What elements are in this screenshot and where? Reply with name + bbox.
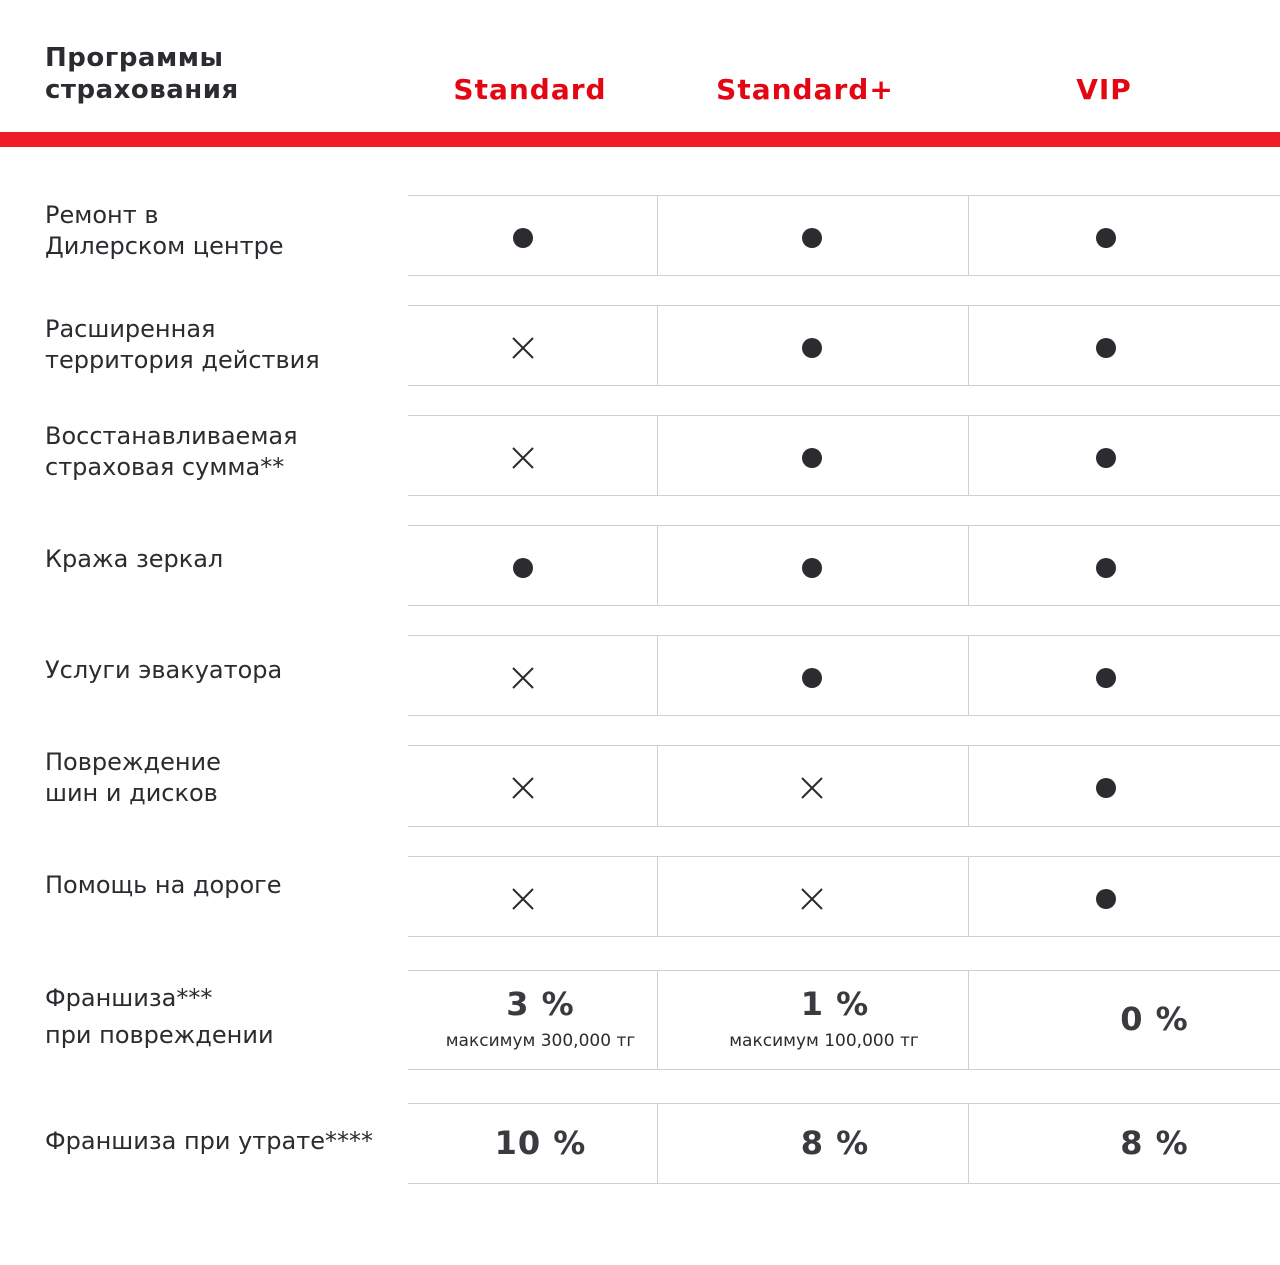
table-cell-standard-plus — [658, 416, 969, 495]
row-cells — [408, 745, 1280, 827]
page-title-line-1: Программы — [45, 43, 224, 73]
table-header — [0, 0, 1280, 132]
row-label-line: при повреждении — [45, 1021, 274, 1049]
table-cell-standard — [408, 857, 658, 936]
row-label-line: Франшиза*** — [45, 984, 213, 1012]
row-cells — [408, 970, 1280, 1070]
plan-header-vip: VIP — [1076, 73, 1132, 106]
row-label-line: Повреждение — [45, 748, 221, 776]
row-cells — [408, 1103, 1280, 1184]
row-cells — [408, 635, 1280, 716]
table-cell-standard — [408, 1104, 658, 1183]
included-dot-icon — [802, 668, 822, 688]
row-cells — [408, 525, 1280, 606]
value-subtext: максимум 100,000 тг — [729, 1031, 919, 1051]
value-subtext: максимум 300,000 тг — [445, 1031, 636, 1051]
plan-header-standard: Standard — [453, 73, 607, 106]
row-label-line: Ремонт в — [45, 201, 159, 229]
value-main: 10 % — [494, 1123, 587, 1162]
row-label-line: Восстанавливаемая — [45, 422, 298, 450]
row-cells — [408, 856, 1280, 937]
row-label — [45, 870, 405, 901]
included-dot-icon — [513, 228, 533, 248]
row-label-line: страховая сумма** — [45, 453, 285, 481]
row-label — [45, 1126, 405, 1157]
excluded-cross-icon — [511, 887, 535, 911]
row-cells — [408, 195, 1280, 276]
table-cell-standard-plus — [658, 196, 969, 275]
value-main: 0 % — [1120, 1000, 1189, 1038]
row-label — [45, 980, 405, 1054]
header-divider-bar — [0, 132, 1280, 147]
page-title — [45, 42, 385, 106]
included-dot-icon — [802, 228, 822, 248]
table-cell-standard-plus — [658, 1104, 969, 1183]
row-cells — [408, 415, 1280, 496]
row-label-line: территория действия — [45, 346, 320, 374]
included-dot-icon — [1096, 668, 1116, 688]
value-main: 1 % — [800, 985, 870, 1023]
included-dot-icon — [802, 558, 822, 578]
row-label-line: Услуги эвакуатора — [45, 656, 283, 684]
table-cell-vip — [969, 636, 1280, 715]
value-main: 8 % — [800, 1123, 870, 1162]
table-cell-vip — [969, 1104, 1280, 1183]
row-label — [45, 747, 405, 809]
row-label-line: шин и дисков — [45, 779, 218, 807]
row-label-line: Дилерском центре — [45, 232, 284, 260]
excluded-cross-icon — [511, 446, 535, 470]
table-cell-vip — [969, 196, 1280, 275]
plan-header-standard-plus: Standard+ — [716, 73, 894, 106]
row-label — [45, 655, 405, 686]
value-main: 8 % — [1120, 1123, 1189, 1162]
included-dot-icon — [1096, 448, 1116, 468]
page-title-line-2: страхования — [45, 75, 239, 105]
included-dot-icon — [1096, 558, 1116, 578]
table-cell-standard — [408, 196, 658, 275]
excluded-cross-icon — [800, 887, 824, 911]
excluded-cross-icon — [511, 336, 535, 360]
table-cell-standard-plus — [658, 971, 969, 1069]
table-cell-vip — [969, 971, 1280, 1069]
excluded-cross-icon — [800, 776, 824, 800]
table-cell-vip — [969, 746, 1280, 826]
row-label — [45, 200, 405, 262]
included-dot-icon — [1096, 889, 1116, 909]
row-cells — [408, 305, 1280, 386]
row-label — [45, 544, 405, 575]
row-label-line: Франшиза при утрате**** — [45, 1127, 373, 1155]
included-dot-icon — [802, 448, 822, 468]
excluded-cross-icon — [511, 666, 535, 690]
included-dot-icon — [802, 338, 822, 358]
table-cell-standard — [408, 746, 658, 826]
table-cell-standard — [408, 636, 658, 715]
table-cell-standard-plus — [658, 636, 969, 715]
table-cell-standard-plus — [658, 526, 969, 605]
table-cell-standard-plus — [658, 857, 969, 936]
row-label-line: Расширенная — [45, 315, 216, 343]
table-cell-vip — [969, 306, 1280, 385]
table-cell-standard-plus — [658, 306, 969, 385]
row-label-line: Кража зеркал — [45, 545, 224, 573]
table-cell-standard — [408, 971, 658, 1069]
table-cell-vip — [969, 416, 1280, 495]
included-dot-icon — [513, 558, 533, 578]
row-label — [45, 421, 405, 483]
row-label-line: Помощь на дороге — [45, 871, 282, 899]
table-cell-vip — [969, 526, 1280, 605]
table-cell-standard-plus — [658, 746, 969, 826]
value-main: 3 % — [506, 985, 575, 1023]
row-label — [45, 314, 405, 376]
included-dot-icon — [1096, 338, 1116, 358]
excluded-cross-icon — [511, 776, 535, 800]
table-cell-vip — [969, 857, 1280, 936]
table-cell-standard — [408, 526, 658, 605]
table-cell-standard — [408, 416, 658, 495]
table-cell-standard — [408, 306, 658, 385]
included-dot-icon — [1096, 228, 1116, 248]
included-dot-icon — [1096, 778, 1116, 798]
